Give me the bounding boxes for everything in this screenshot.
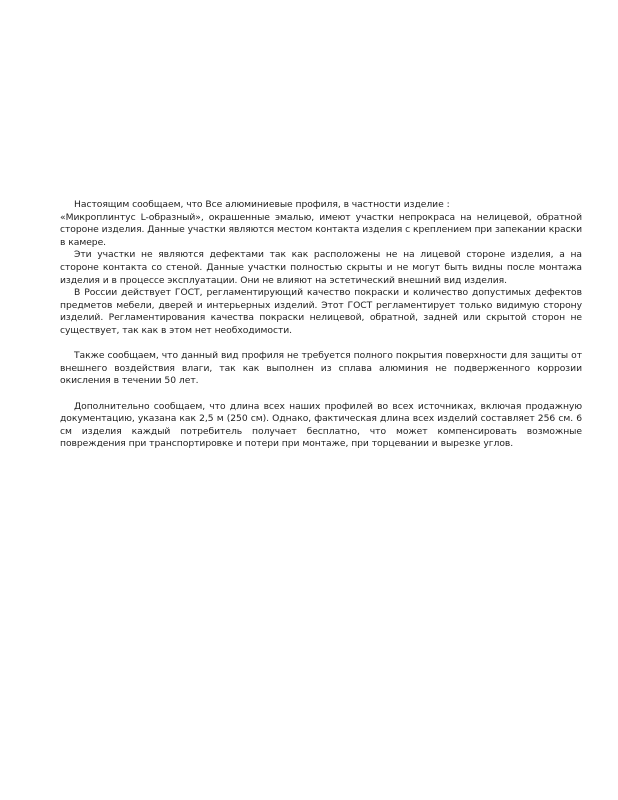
paragraph-corrosion: Также сообщаем, что данный вид профиля не требуется полного покрытия поверхности для защиты от внешнего воздействия влаги, так как выполнен из сплава алюминия не подверженного коррозии окисления в течении 50 лет. — [60, 350, 582, 387]
paragraph-not-defects: Эти участки не являются дефектами так как расположены не на лицевой стороне изделия, а на стороне контакта со стеной. Данные участки полностью скрыты и не могут быть видны после монтажа изделия и в процессе эксплуатации. Они не влияют на эстетический внешний вид изделия. — [60, 249, 582, 286]
paragraph-gost: В России действует ГОСТ, регламентирующий качество покраски и количество допустимых дефектов предметов мебели, дверей и интерьерных изделий. Этот ГОСТ регламентирует только видимую сторону изделий. Регламентирования качества покраски нелицевой, обратной, задней или скрытой сторон не существует, так как в этом нет необходимости. — [60, 287, 582, 336]
paragraph-product: «Микроплинтус L-образный», окрашенные эмалью, имеют участки непрокраса на нелицевой, обратной стороне изделия. Данные участки являются местом контакта изделия с креплением при запекании краски в камере. — [60, 211, 582, 248]
paragraph-intro: Настоящим сообщаем, что Все алюминиевые профиля, в частности изделие : — [74, 199, 450, 210]
paragraph-length: Дополнительно сообщаем, что длина всех наших профилей во всех источниках, включая продажную документацию, указана как 2,5 м (250 см). Однако, фактическая длина всех изделий составляет 256 см. 6 см изделия каждый потребитель получает бесплатно, что может компенсировать возможные повреждения при транспортировке и потери при монтаже, при торцевании и вырезке углов. — [60, 400, 582, 450]
letter-body — [60, 199, 582, 451]
